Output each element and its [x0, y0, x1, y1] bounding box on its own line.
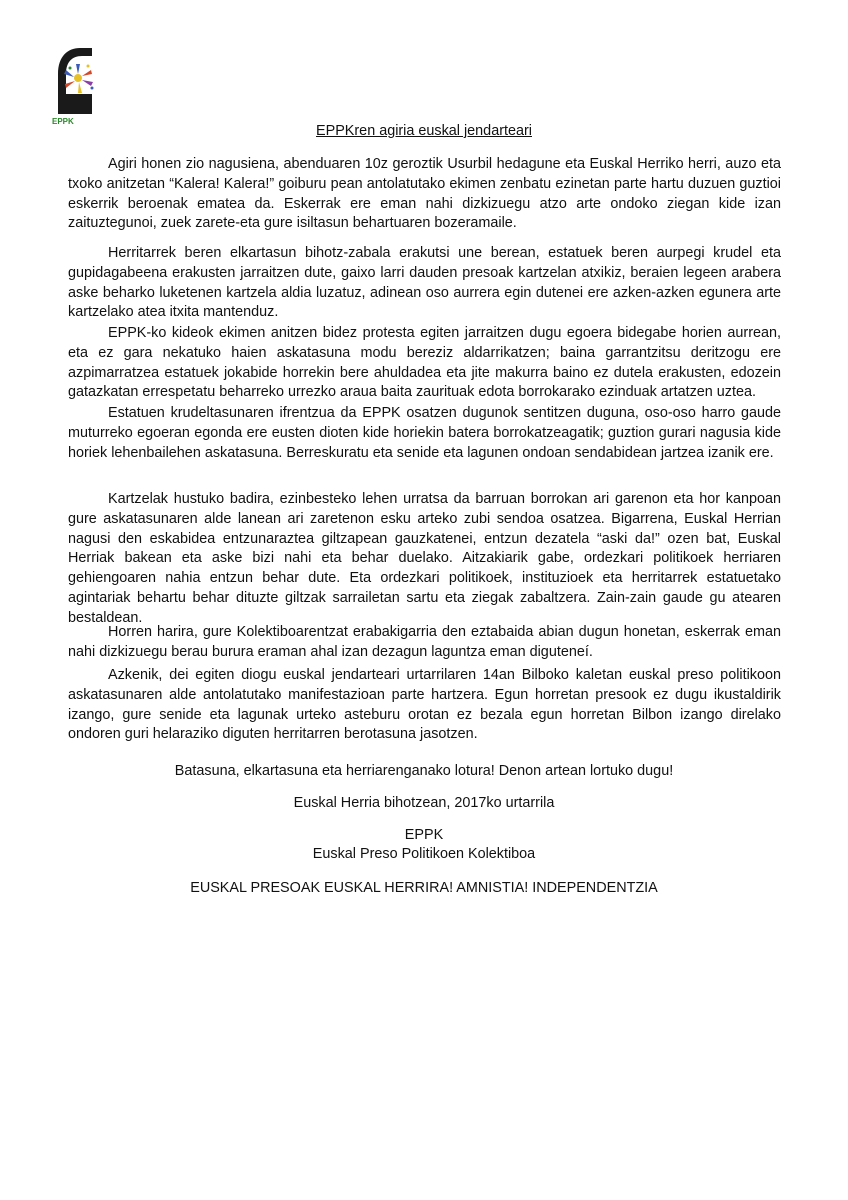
- final-slogan: EUSKAL PRESOAK EUSKAL HERRIRA! AMNISTIA! INDEPENDENTZIA: [190, 880, 658, 896]
- signature-full: Euskal Preso Politikoen Kolektiboa: [312, 846, 536, 862]
- document-title: EPPKren agiria euskal jendarteari: [316, 123, 532, 139]
- place-date: Euskal Herria bihotzean, 2017ko urtarrila: [293, 795, 555, 811]
- paragraph-7: Azkenik, dei egiten diogu euskal jendarteari urtarrilaren 14an Bilboko kaletan euskal preso politikoon askatasunaren alde antolatutako manifestazioan parte hartzera. Egun horretan presook ez dugu ikustaldirik izango, gure senide eta lagunak urteko asteburu orotan ez bezala egun horretan Bilbon izango direlako ondoren guri helaraziko diguten herritarren berotasuna jasotzen.: [68, 667, 781, 743]
- closing-motto: Batasuna, elkartasuna eta herriarenganako lotura! Denon artean lortuko dugu!: [174, 763, 674, 779]
- eppk-logo: [52, 44, 98, 126]
- paragraph-2: Herritarrek beren elkartasun bihotz-zabala erakutsi une berean, estatuek beren aurpegi krudel eta gupidagabeena erakusten jarraitzen dute, gaixo larri dauden presoak kartzelan atxikiz, beraien legeen arabera aske beharko luketenen kartzela aldia luzatuz, adinean oso aurrera egin dutenei ere azken-azken egunera arte kartzelako atea itxita mantenduz.: [68, 245, 781, 321]
- logo-label: EPPK: [52, 117, 74, 126]
- eppk-logo-icon: [52, 44, 98, 116]
- paragraph-4: Estatuen krudeltasunaren ifrentzua da EPPK osatzen dugunok sentitzen duguna, oso-oso harro gaude muturreko egoeran egonda ere eusten dioten kide horiekin batera borrokatzeagatik; guztion gurari nagusia kide horiek lehenbailehen askatasuna. Berreskuratu eta senide eta lagunen ondoan sendabidean jartzea izanik ere.: [68, 405, 781, 461]
- paragraph-5: Kartzelak hustuko badira, ezinbesteko lehen urratsa da barruan borrokan ari garenon eta hor kanpoan gure askatasunaren alde lanean ari zaretenon esku arteko zubi sendoa osatzea. Bigarrena, Euskal Herrian nagusi den eskabidea entzunaraztea giltzapean gauzkatenei, entzun dezatela “aski da!” ozen bat, Euskal Herriak bakean eta aske bizi nahi eta behar duelako. Aitzakiarik gabe, ordezkari politikoek herriaren gehiengoaren nahia entzun behar dute. Eta ordezkari politikoek, instituzioek eta herritarrek estatuetako agintariak behartu behar dituzte giltzak sarrailetan sartu eta ziegak zabaltzera. Zain-zain gaude gu atearen bestaldean.: [68, 491, 781, 626]
- signature-short: EPPK: [404, 827, 444, 843]
- paragraph-3: EPPK-ko kideok ekimen anitzen bidez protesta egiten jarraitzen dugu egoera bidegabe horien aurrean, eta ez gara nekatuko haien askatasuna modu bereziz aldarrikatzen; baina garrantzitsu deritzogu ere azpimarratzea estatuek jokabide horrekin bere ahuldadea eta jite makurra baino ez dutela erakusten, edozein gatazkatan errespetatu beharreko urrezko araua baita zaurituak edota borrokarako ezinduak artatzen uztea.: [68, 325, 781, 401]
- paragraph-6: Horren harira, gure Kolektiboarentzat erabakigarria den eztabaida abian dugun honetan, eskerrak eman nahi dizkizuegu berau burura eraman ahal izan dezagun laguntza eman diguteneí.: [68, 624, 781, 660]
- paragraph-1: Agiri honen zio nagusiena, abenduaren 10z geroztik Usurbil hedagune eta Euskal Herriko herri, auzo eta txoko anitzetan “Kalera! Kalera!” goiburu pean antolatutako ekimen zenbatu ezinetan parte hartu duzuen guztioi eskerrik beroenak ematea da. Eskerrak ere eman nahi dizkizuegu atzo arte ondoko ziegan kide izan zaituztegunoi, zuek zarete-eta gure isiltasun behartuaren bozeramaile.: [68, 156, 781, 232]
